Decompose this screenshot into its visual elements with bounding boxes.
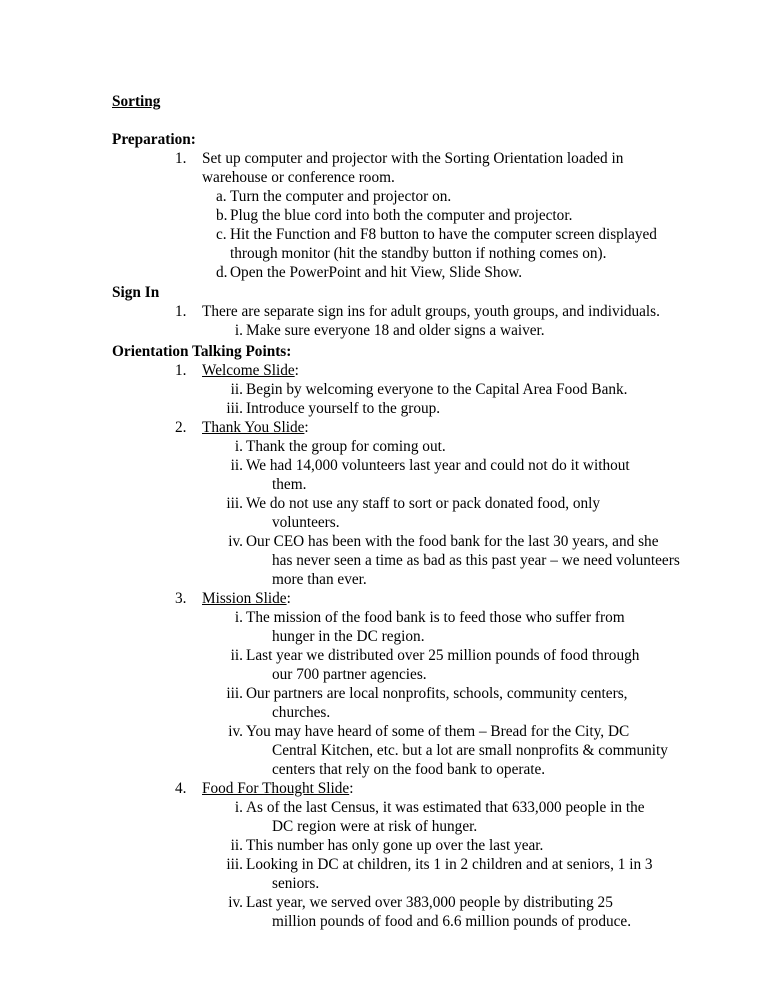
- talking-point-line: Looking in DC at children, its 1 in 2 children and at seniors, 1 in 3: [246, 856, 653, 873]
- talking-point-line: hunger in the DC region.: [272, 628, 425, 645]
- sublist-item-line: Plug the blue cord into both the computer and projector.: [230, 207, 573, 224]
- section-number: 3.: [175, 590, 187, 607]
- section-title: Food For Thought Slide:: [202, 780, 354, 797]
- talking-point-line: You may have heard of some of them – Bread for the City, DC: [246, 723, 630, 740]
- list-item-line: There are separate sign ins for adult groups, youth groups, and individuals.: [202, 303, 660, 320]
- section-title: Welcome Slide:: [202, 362, 299, 379]
- talking-point-line: churches.: [272, 704, 331, 721]
- sublist-item-line: Hit the Function and F8 button to have the computer screen displayed: [230, 226, 657, 243]
- talking-point-number: ii.: [230, 457, 243, 474]
- talking-point-line: Our partners are local nonprofits, schools, community centers,: [246, 685, 628, 702]
- talking-point-line: Begin by welcoming everyone to the Capital Area Food Bank.: [246, 381, 628, 398]
- talking-point-line: million pounds of food and 6.6 million pounds of produce.: [272, 913, 632, 930]
- list-number: 1.: [175, 150, 187, 167]
- slide-title: Welcome Slide: [202, 362, 295, 379]
- talking-point-number: iii.: [226, 495, 243, 512]
- section-title: Mission Slide:: [202, 590, 291, 607]
- talking-point-number: ii.: [230, 837, 243, 854]
- section-number: 4.: [175, 780, 187, 797]
- sorting-title: Sorting: [112, 93, 161, 110]
- list-item-line: warehouse or conference room.: [202, 169, 395, 186]
- talking-point-line: Introduce yourself to the group.: [246, 400, 441, 417]
- orientation-heading: Orientation Talking Points:: [112, 343, 292, 360]
- talking-point-line: As of the last Census, it was estimated that 633,000 people in the: [246, 799, 645, 816]
- talking-point-line: them.: [272, 476, 307, 493]
- talking-point-line: This number has only gone up over the last year.: [246, 837, 544, 854]
- signin-heading: Sign In: [112, 284, 160, 301]
- talking-point-line: We do not use any staff to sort or pack donated food, only: [246, 495, 601, 512]
- list-item-line: Set up computer and projector with the Sorting Orientation loaded in: [202, 150, 624, 167]
- talking-point-line: Our CEO has been with the food bank for the last 30 years, and she: [246, 533, 659, 550]
- sublist-item-line: through monitor (hit the standby button if nothing comes on).: [230, 245, 607, 262]
- talking-point-line: volunteers.: [272, 514, 340, 531]
- slide-title: Thank You Slide: [202, 419, 305, 436]
- list-number: 1.: [175, 303, 187, 320]
- talking-point-line: We had 14,000 volunteers last year and could not do it without: [246, 457, 630, 474]
- talking-point-line: has never seen a time as bad as this past year – we need volunteers: [272, 552, 680, 569]
- talking-point-number: iii.: [226, 856, 243, 873]
- talking-point-line: Central Kitchen, etc. but a lot are small nonprofits & community: [272, 742, 668, 759]
- talking-point-line: DC region were at risk of hunger.: [272, 818, 478, 835]
- slide-title: Mission Slide: [202, 590, 287, 607]
- talking-point-line: seniors.: [272, 875, 320, 892]
- talking-point-number: iii.: [226, 400, 243, 417]
- talking-point-line: Last year, we served over 383,000 people by distributing 25: [246, 894, 613, 911]
- preparation-heading: Preparation:: [112, 131, 196, 148]
- sublist-letter: b.: [216, 207, 228, 224]
- sublist-letter: a.: [216, 188, 227, 205]
- section-number: 1.: [175, 362, 187, 379]
- talking-point-line: Thank the group for coming out.: [246, 438, 446, 455]
- sublist-item-line: Turn the computer and projector on.: [230, 188, 452, 205]
- talking-point-number: ii.: [230, 381, 243, 398]
- talking-point-number: i.: [234, 438, 243, 455]
- talking-point-line: centers that rely on the food bank to operate.: [272, 761, 546, 778]
- sublist-letter: c.: [216, 226, 227, 243]
- talking-point-line: our 700 partner agencies.: [272, 666, 427, 683]
- talking-point-number: iv.: [228, 533, 243, 550]
- section-number: 2.: [175, 419, 187, 436]
- sublist-letter: d.: [216, 264, 228, 281]
- talking-point-line: Last year we distributed over 25 million pounds of food through: [246, 647, 640, 664]
- slide-title: Food For Thought Slide: [202, 780, 350, 797]
- talking-point-number: iv.: [228, 894, 243, 911]
- sublist-roman: i.: [234, 322, 243, 339]
- talking-point-number: iv.: [228, 723, 243, 740]
- talking-point-number: i.: [234, 799, 243, 816]
- talking-point-number: i.: [234, 609, 243, 626]
- sublist-item-line: Make sure everyone 18 and older signs a waiver.: [246, 322, 545, 339]
- talking-point-line: The mission of the food bank is to feed those who suffer from: [246, 609, 625, 626]
- section-title: Thank You Slide:: [202, 419, 309, 436]
- talking-point-line: more than ever.: [272, 571, 367, 588]
- sublist-item-line: Open the PowerPoint and hit View, Slide Show.: [230, 264, 523, 281]
- talking-point-number: ii.: [230, 647, 243, 664]
- talking-point-number: iii.: [226, 685, 243, 702]
